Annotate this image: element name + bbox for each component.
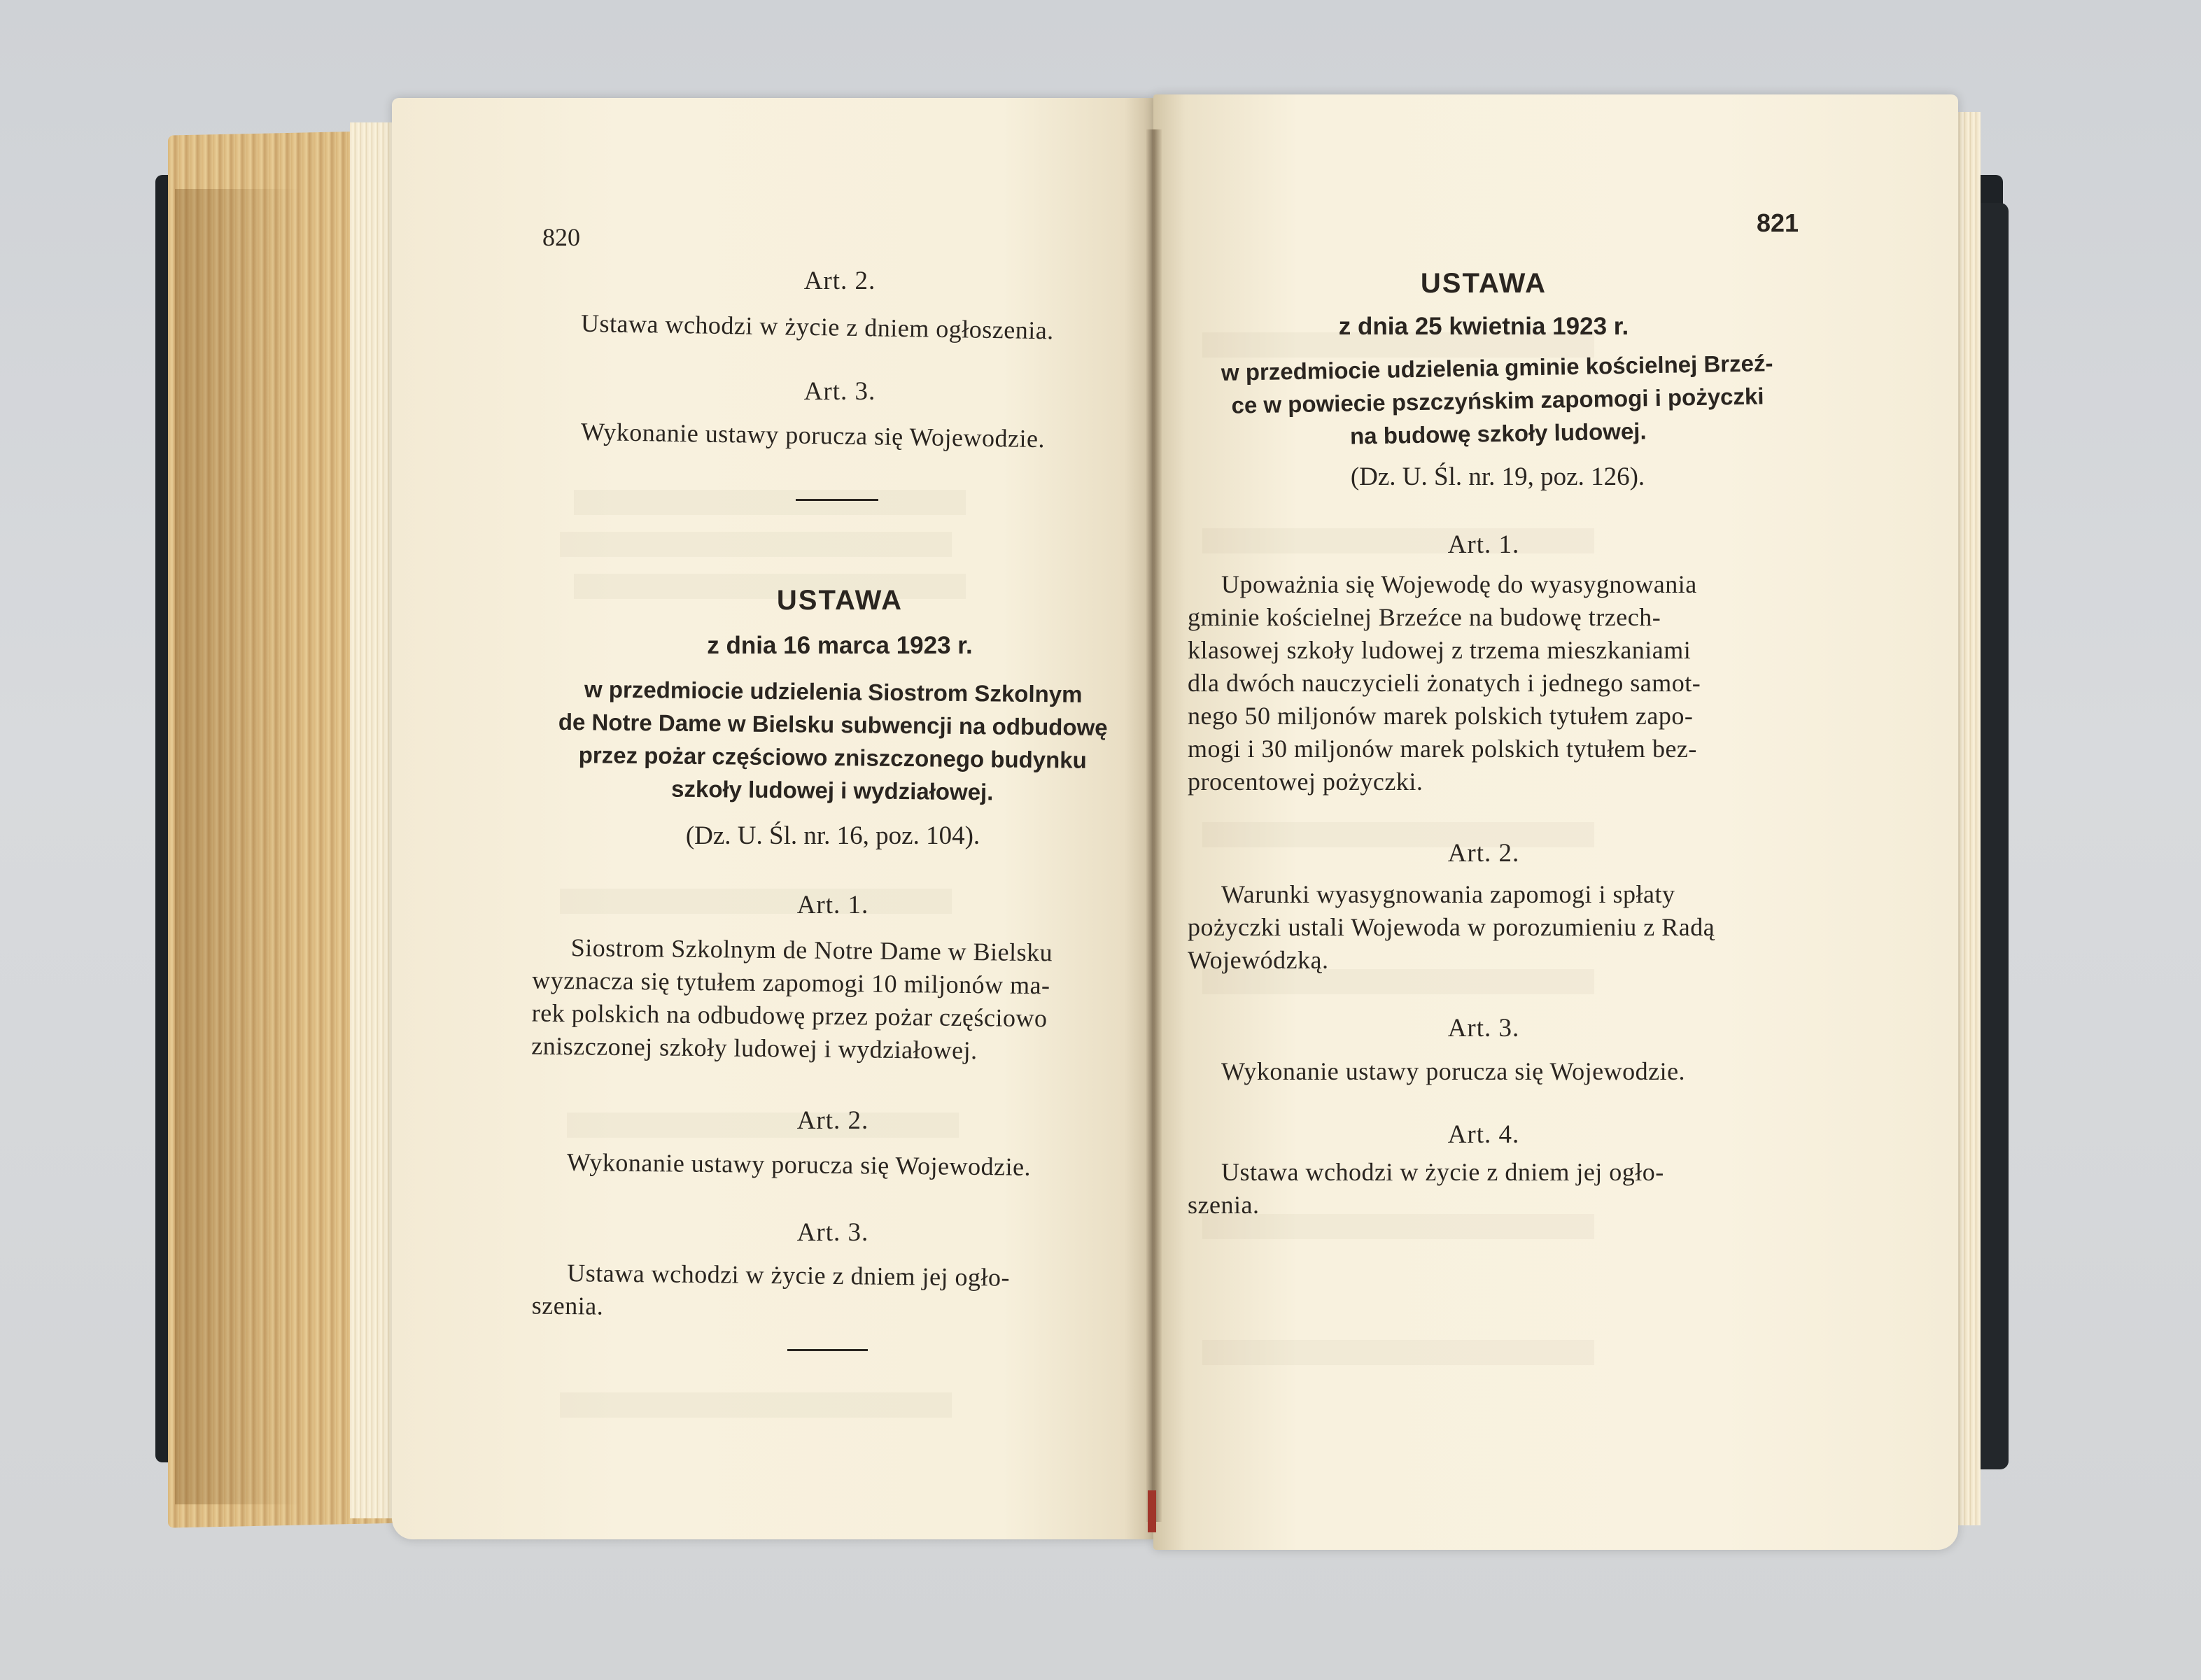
art2-heading-left: Art. 2. — [796, 1106, 869, 1135]
art2-text-right — [1188, 878, 1803, 977]
text-line: gminie kościelnej Brzeźce na budowę trzech- — [1188, 603, 1661, 631]
law-title-right: USTAWA — [1420, 268, 1547, 299]
subject-line: ce w powiecie pszczyńskim zapomogi i pożyczki — [1231, 383, 1764, 418]
prev-art2-text: Ustawa wchodzi w życie z dniem ogłoszenia. — [580, 309, 1055, 345]
text-line: rek polskich na odbudowę przez pożar częściowo — [531, 998, 1048, 1033]
art1-heading-left: Art. 1. — [796, 891, 869, 919]
text-line: Siostrom Szkolnym de Notre Dame w Bielsku — [570, 933, 1053, 967]
show-through-text — [1202, 1340, 1594, 1365]
art1-heading-right: Art. 1. — [1447, 530, 1520, 559]
art3-heading-right: Art. 3. — [1447, 1014, 1520, 1043]
art2-text-left: Wykonanie ustawy porucza się Wojewodzie. — [566, 1148, 1032, 1181]
art4-heading-right: Art. 4. — [1447, 1120, 1520, 1149]
text-line: dla dwóch nauczycieli żonatych i jednego samot- — [1188, 669, 1701, 697]
text-line: pożyczki ustali Wojewoda w porozumieniu z Radą — [1188, 913, 1715, 941]
page-number-right: 821 — [1757, 209, 1799, 237]
text-line: mogi i 30 miljonów marek polskich tytułem bez- — [1188, 735, 1697, 763]
subject-line: w przedmiocie udzielenia Siostrom Szkolnym — [584, 676, 1083, 707]
subject-line: przez pożar częściowo zniszczonego budynku — [578, 742, 1087, 773]
art1-text-right — [1188, 568, 1803, 798]
text-line: Ustawa wchodzi w życie z dniem jej ogło- — [1221, 1158, 1664, 1186]
text-line: Upoważnia się Wojewodę do wyasygnowania — [1221, 570, 1697, 598]
art3-heading-left: Art. 3. — [796, 1218, 869, 1247]
show-through-text — [574, 490, 966, 515]
text-line: szenia. — [531, 1291, 604, 1320]
law-reference-left: (Dz. U. Śl. nr. 16, poz. 104). — [685, 821, 980, 850]
prev-art3-heading: Art. 3. — [803, 377, 876, 406]
section-divider — [787, 1349, 868, 1351]
show-through-text — [560, 1392, 952, 1418]
law-date-right: z dnia 25 kwietnia 1923 r. — [1338, 313, 1629, 340]
law-subject-right — [1182, 346, 1813, 456]
law-subject-left — [531, 672, 1134, 810]
text-line: nego 50 miljonów marek polskich tytułem zapo- — [1188, 702, 1694, 730]
text-line: wyznacza się tytułem zapomogi 10 miljonów ma- — [532, 966, 1050, 1000]
subject-line: de Notre Dame w Bielsku subwencji na odbudowę — [558, 708, 1108, 741]
text-line: Warunki wyasygnowania zapomogi i spłaty — [1221, 880, 1675, 908]
show-through-text — [560, 532, 952, 557]
prev-art2-heading: Art. 2. — [803, 267, 876, 295]
art1-text-left — [531, 931, 1127, 1069]
text-line: zniszczonej szkoły ludowej i wydziałowej. — [531, 1031, 978, 1065]
page-block-shadow — [175, 189, 301, 1504]
text-line: procentowej pożyczki. — [1188, 768, 1423, 796]
prev-art3-text: Wykonanie ustawy porucza się Wojewodzie. — [580, 417, 1046, 453]
law-date-left: z dnia 16 marca 1923 r. — [707, 632, 973, 659]
art2-heading-right: Art. 2. — [1447, 839, 1520, 868]
subject-line: na budowę szkoły ludowej. — [1349, 418, 1647, 449]
section-divider — [796, 499, 878, 501]
law-title-left: USTAWA — [776, 585, 903, 616]
art3-text-right: Wykonanie ustawy porucza się Wojewodzie. — [1221, 1057, 1686, 1085]
subject-line: w przedmiocie udzielenia gminie kościelnej Brzeź- — [1221, 350, 1773, 386]
book-gutter — [1146, 129, 1162, 1522]
text-line: klasowej szkoły ludowej z trzema mieszkaniami — [1188, 636, 1692, 664]
page-number-left: 820 — [542, 223, 580, 251]
text-line: Ustawa wchodzi w życie z dniem jej ogło- — [567, 1259, 1011, 1292]
law-reference-right: (Dz. U. Śl. nr. 19, poz. 126). — [1350, 463, 1645, 491]
text-line: szenia. — [1188, 1191, 1260, 1219]
bookmark-ribbon — [1148, 1490, 1156, 1532]
subject-line: szkoły ludowej i wydziałowej. — [670, 775, 994, 805]
art3-text-left — [532, 1257, 1127, 1329]
art4-text-right — [1188, 1156, 1803, 1222]
text-line: Wojewódzką. — [1188, 946, 1329, 974]
